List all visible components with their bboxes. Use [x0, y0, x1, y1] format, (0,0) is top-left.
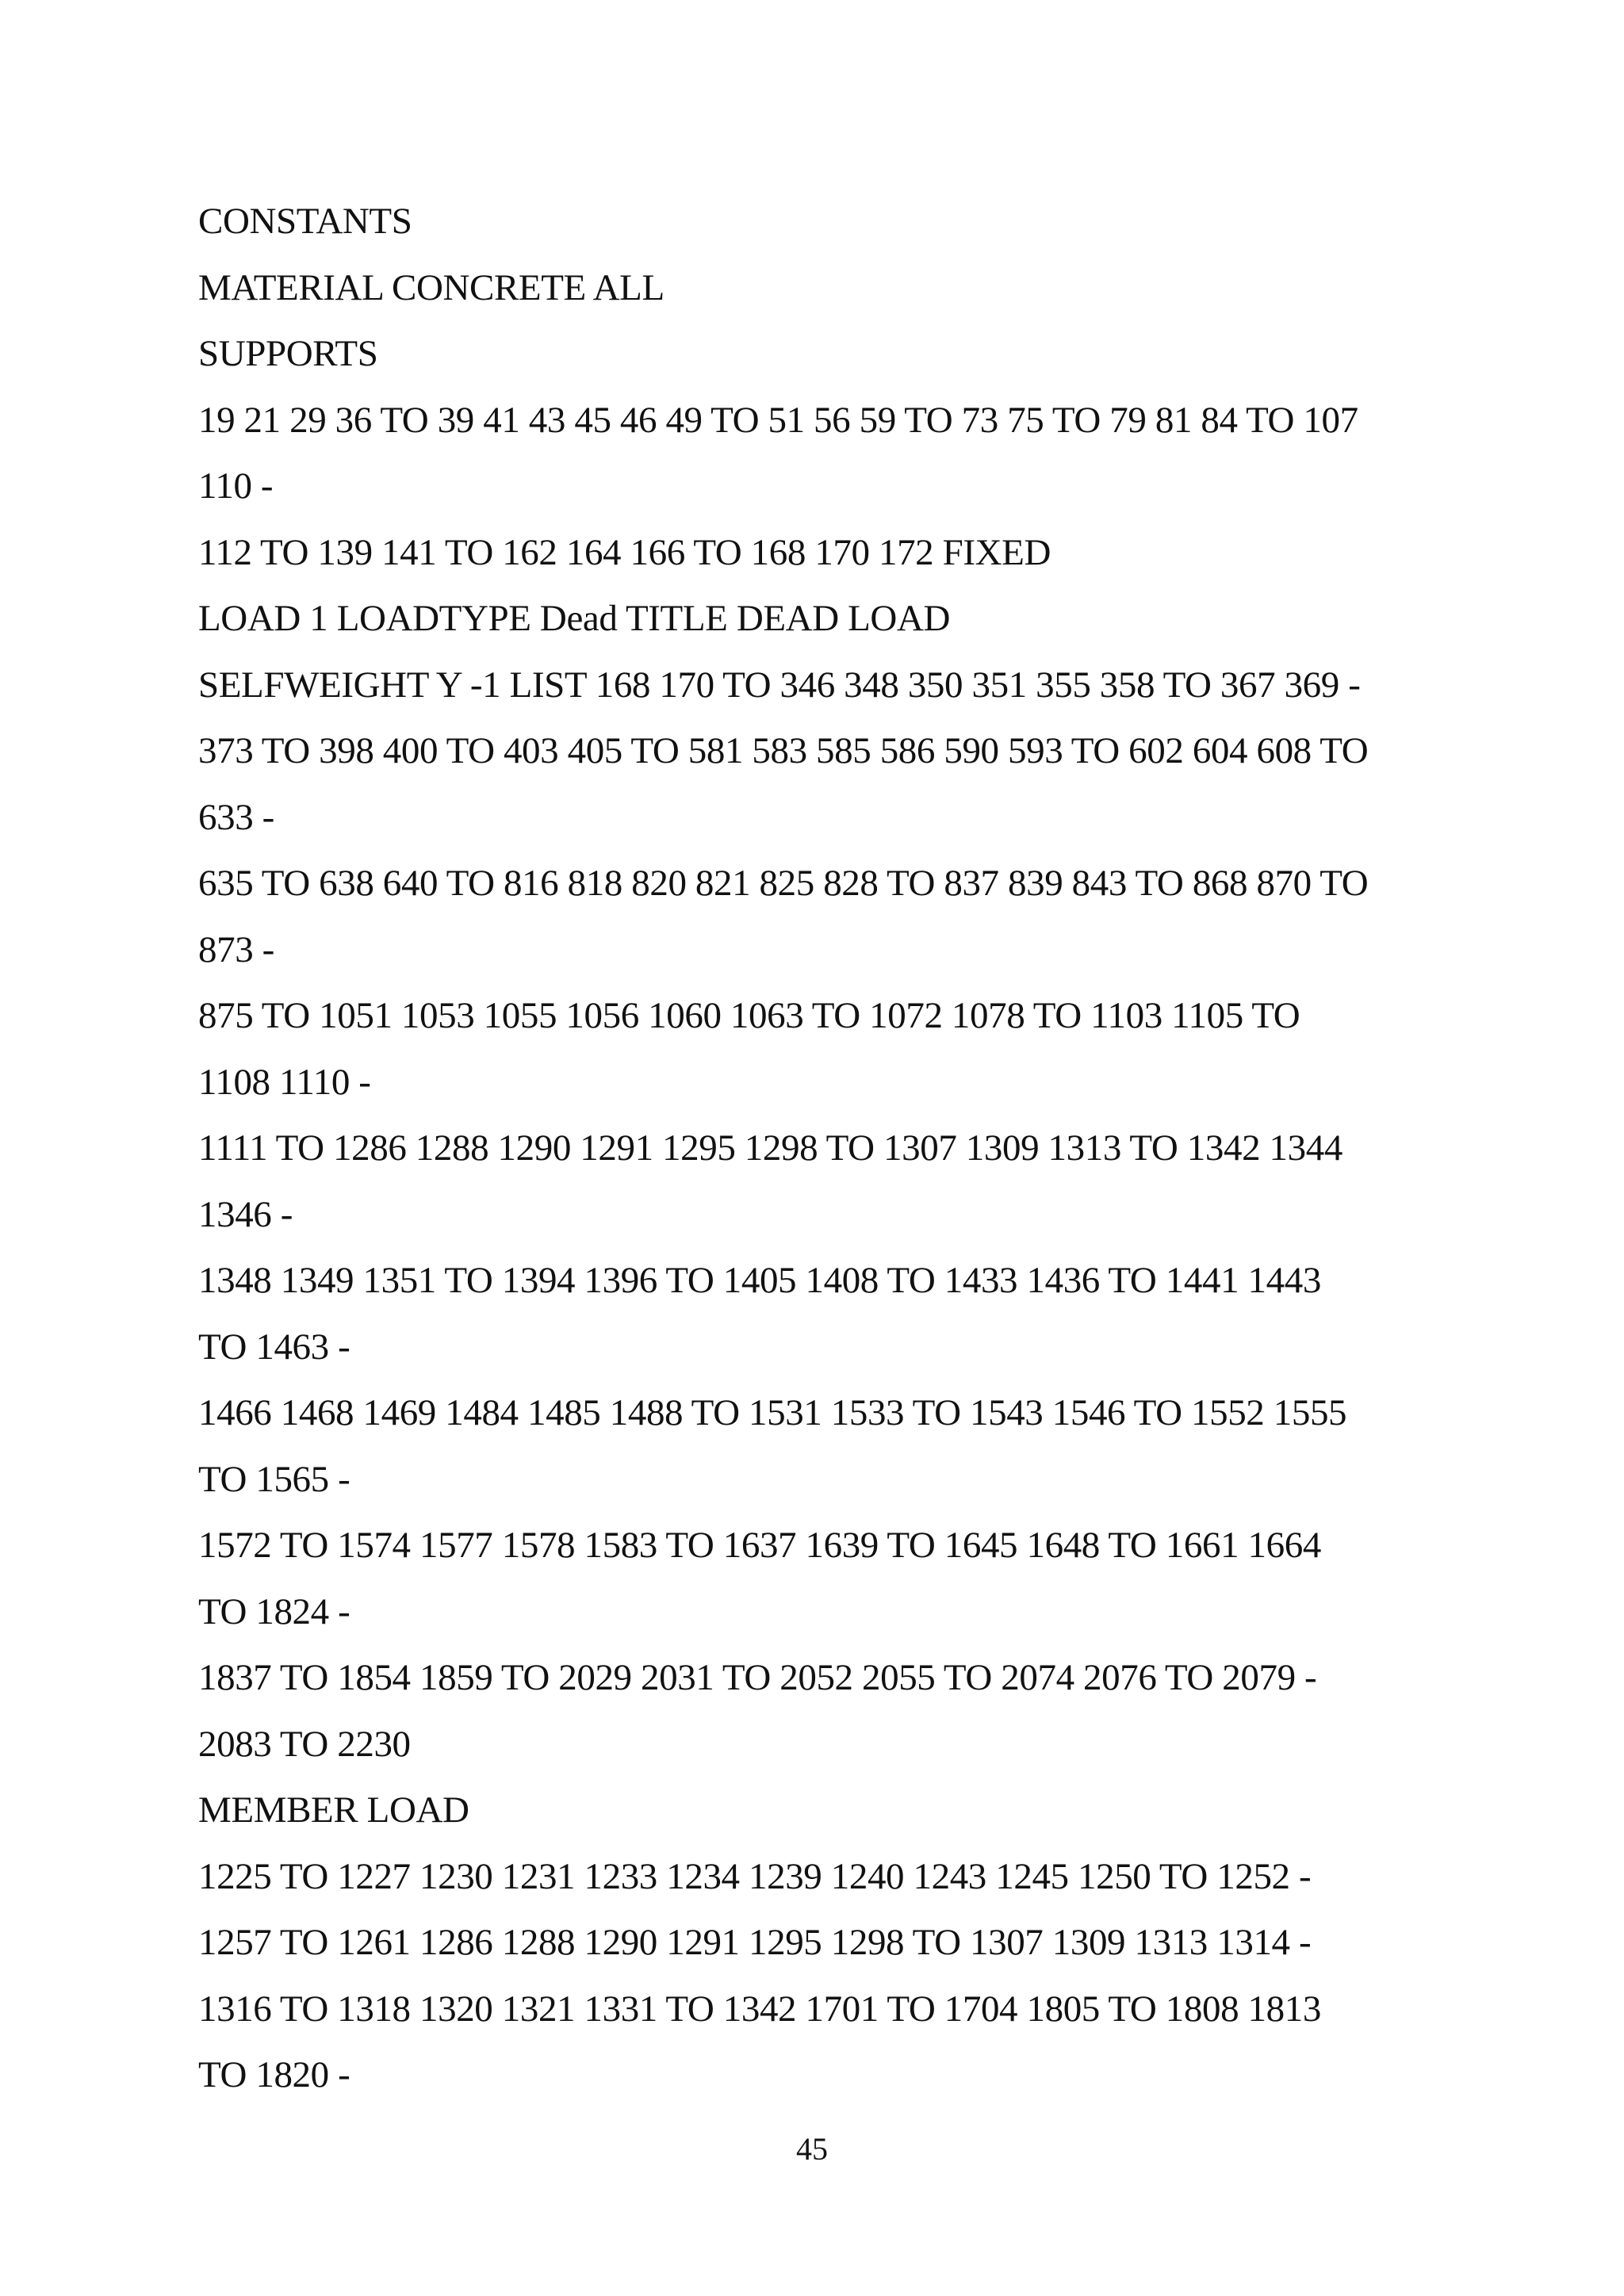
text-line: 1466 1468 1469 1484 1485 1488 TO 1531 1533 TO 1543 1546 TO 1552 1555 [198, 1392, 1347, 1433]
text-line: 635 TO 638 640 TO 816 818 820 821 825 828 TO 837 839 843 TO 868 870 TO [198, 863, 1369, 904]
text-line: 110 - [198, 465, 274, 507]
text-line: 19 21 29 36 TO 39 41 43 45 46 49 TO 51 56 59 TO 73 75 TO 79 81 84 TO 107 [198, 399, 1358, 441]
text-line: 373 TO 398 400 TO 403 405 TO 581 583 585 586 590 593 TO 602 604 608 TO [198, 730, 1369, 771]
text-line: 1837 TO 1854 1859 TO 2029 2031 TO 2052 2055 TO 2074 2076 TO 2079 - [198, 1657, 1317, 1698]
text-line: MEMBER LOAD [198, 1789, 469, 1831]
document-body [198, 189, 1451, 2109]
text-line: 1572 TO 1574 1577 1578 1583 TO 1637 1639 TO 1645 1648 TO 1661 1664 [198, 1525, 1321, 1566]
text-line: 1111 TO 1286 1288 1290 1291 1295 1298 TO 1307 1309 1313 TO 1342 1344 [198, 1127, 1342, 1169]
text-line: 875 TO 1051 1053 1055 1056 1060 1063 TO 1072 1078 TO 1103 1105 TO [198, 995, 1300, 1036]
text-line: 112 TO 139 141 TO 162 164 166 TO 168 170 172 FIXED [198, 531, 1051, 573]
text-line: 633 - [198, 796, 274, 838]
text-line: 1108 1110 - [198, 1061, 371, 1103]
text-line: TO 1820 - [198, 2054, 350, 2095]
text-line: MATERIAL CONCRETE ALL [198, 266, 665, 308]
text-line: 2083 TO 2230 [198, 1723, 411, 1765]
text-line: 873 - [198, 928, 274, 970]
text-line: 1225 TO 1227 1230 1231 1233 1234 1239 1240 1243 1245 1250 TO 1252 - [198, 1855, 1312, 1897]
text-line: 1346 - [198, 1193, 293, 1235]
text-line: TO 1463 - [198, 1326, 350, 1368]
text-line: SUPPORTS [198, 333, 378, 374]
text-line: CONSTANTS [198, 201, 412, 242]
text-line: 1348 1349 1351 TO 1394 1396 TO 1405 1408 TO 1433 1436 TO 1441 1443 [198, 1260, 1321, 1301]
page-number: 45 [796, 2131, 828, 2167]
text-line: TO 1824 - [198, 1590, 350, 1632]
text-line: LOAD 1 LOADTYPE Dead TITLE DEAD LOAD [198, 598, 951, 639]
text-line: SELFWEIGHT Y -1 LIST 168 170 TO 346 348 350 351 355 358 TO 367 369 - [198, 664, 1361, 706]
text-line: TO 1565 - [198, 1458, 350, 1500]
text-line: 1257 TO 1261 1286 1288 1290 1291 1295 1298 TO 1307 1309 1313 1314 - [198, 1922, 1312, 1963]
text-line: 1316 TO 1318 1320 1321 1331 TO 1342 1701 TO 1704 1805 TO 1808 1813 [198, 1988, 1321, 2030]
